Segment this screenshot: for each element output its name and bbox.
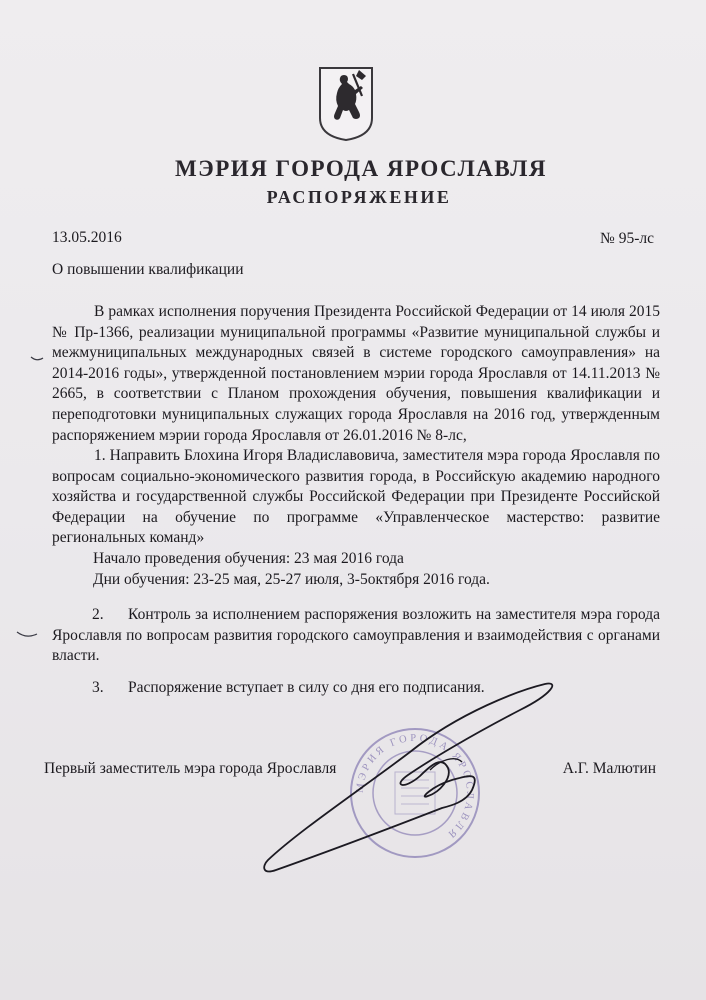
signer-title: Первый заместитель мэра города Ярославля	[44, 760, 337, 777]
signer-name: А.Г. Малютин	[562, 760, 656, 777]
training-start: Начало проведения обучения: 23 мая 2016 года	[93, 550, 404, 567]
document-number: № 95-лс	[600, 230, 654, 247]
organization-title: МЭРИЯ ГОРОДА ЯРОСЛАВЛЯ	[174, 156, 548, 181]
item-1-paragraph: 1. Направить Блохина Игоря Владиславовича, заместителя мэра города Ярославля по вопросам социально-экономического развития города, в Российскую академию народного хозяйства и государственной службы Российской Федерации при Президенте Российской Федерации на обучение по программе «Управленческое мастерство: развитие региональных команд»	[52, 447, 660, 547]
document-date: 13.05.2016	[52, 229, 122, 246]
item-2-paragraph	[52, 605, 660, 667]
margin-mark-2	[16, 630, 38, 640]
item-2-text: Контроль за исполнением распоряжения возложить на заместителя мэра города Ярославля по вопросам развития городского самоуправления и взаимодействия с органами власти.	[52, 606, 660, 665]
item-3-paragraph	[52, 678, 660, 699]
document-subject: О повышении квалификации	[52, 261, 244, 278]
stamp-text: МЭРИЯ ГОРОДА ЯРОСЛАВЛЯ	[354, 732, 476, 842]
margin-mark-1	[30, 355, 44, 363]
item-3-text: Распоряжение вступает в силу со дня его подписания.	[128, 679, 485, 696]
intro-paragraph: В рамках исполнения поручения Президента Российской Федерации от 14 июля 2015 № Пр-1366, реализации муниципальной программы «Развитие муниципальной службы и межмуниципальных международных связей в системе городского самоуправления» на 2014-2016 годы», утвержденной постановлением мэрии города Ярославля от 14.11.2013 № 2665, в соответствии с Планом прохождения обучения, повышения квалификации и переподготовки муниципальных служащих города Ярославля на 2016 год, утвержденным распоряжением мэрии города Ярославля от 26.01.2016 № 8-лс,	[52, 303, 660, 444]
official-stamp	[347, 724, 483, 862]
item-3-number: 3.	[92, 679, 104, 696]
training-days: Дни обучения: 23-25 мая, 25-27 июля, 3-5октября 2016 года.	[93, 571, 490, 588]
coat-of-arms-icon	[318, 66, 374, 142]
document-type: РАСПОРЯЖЕНИЕ	[266, 187, 452, 207]
item-2-number: 2.	[92, 606, 104, 623]
